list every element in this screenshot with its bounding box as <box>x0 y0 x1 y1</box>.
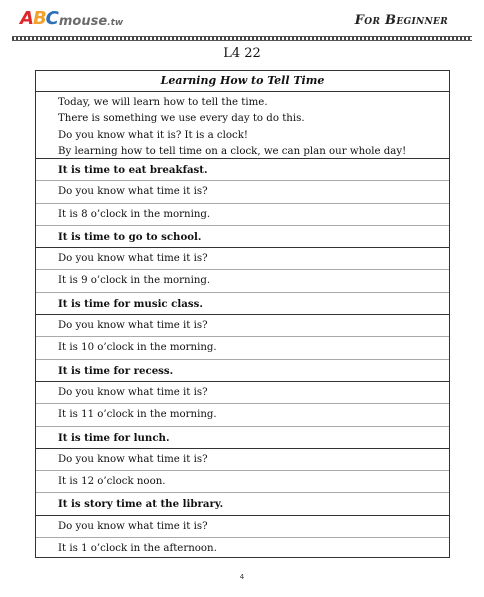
header-divider <box>12 36 472 41</box>
scene-sentence: It is time for lunch. <box>36 427 449 449</box>
sentence-rows <box>36 159 449 560</box>
sentence-row: It is 10 o’clock in the morning. <box>36 337 449 359</box>
lesson-title: Learning How to Tell Time <box>36 71 449 92</box>
logo-letter-a: A <box>20 8 33 29</box>
page-number: 4 <box>239 573 245 581</box>
lesson-table <box>35 70 450 558</box>
logo-mouse: mouse <box>58 14 108 29</box>
sentence-row: Do you know what time it is? <box>36 449 449 471</box>
intro-paragraph <box>36 92 449 159</box>
scene-sentence: It is time to go to school. <box>36 226 449 248</box>
scene-sentence: It is story time at the library. <box>36 493 449 515</box>
intro-line: By learning how to tell time on a clock, we can plan our whole day! <box>58 145 407 157</box>
scene-sentence: It is time to eat breakfast. <box>36 159 449 181</box>
abcmouse-logo <box>20 9 123 29</box>
scene-sentence: It is time for music class. <box>36 293 449 315</box>
sentence-row: Do you know what time it is? <box>36 315 449 337</box>
intro-line: There is something we use every day to do this. <box>58 113 305 125</box>
logo-letter-c: C <box>45 8 58 29</box>
sentence-row: Do you know what time it is? <box>36 516 449 538</box>
sentence-row: Do you know what time it is? <box>36 382 449 404</box>
level-label: For Beginner <box>354 13 448 28</box>
sentence-row: It is 11 o’clock in the morning. <box>36 404 449 426</box>
intro-line: Today, we will learn how to tell the time. <box>58 97 268 108</box>
sentence-row: It is 1 o’clock in the afternoon. <box>58 543 217 555</box>
lesson-code: L4 22 <box>223 46 261 61</box>
logo-tw: .tw <box>107 18 124 28</box>
sentence-row: It is 8 o’clock in the morning. <box>36 204 449 226</box>
sentence-row: It is 9 o’clock in the morning. <box>36 270 449 292</box>
scene-sentence: It is time for recess. <box>36 360 449 382</box>
sentence-row: Do you know what time it is? <box>36 248 449 270</box>
logo-letter-b: B <box>32 8 46 29</box>
sentence-row: It is 12 o’clock noon. <box>36 471 449 493</box>
intro-line: Do you know what it is? It is a clock! <box>58 129 248 141</box>
sentence-row: Do you know what time it is? <box>36 181 449 203</box>
